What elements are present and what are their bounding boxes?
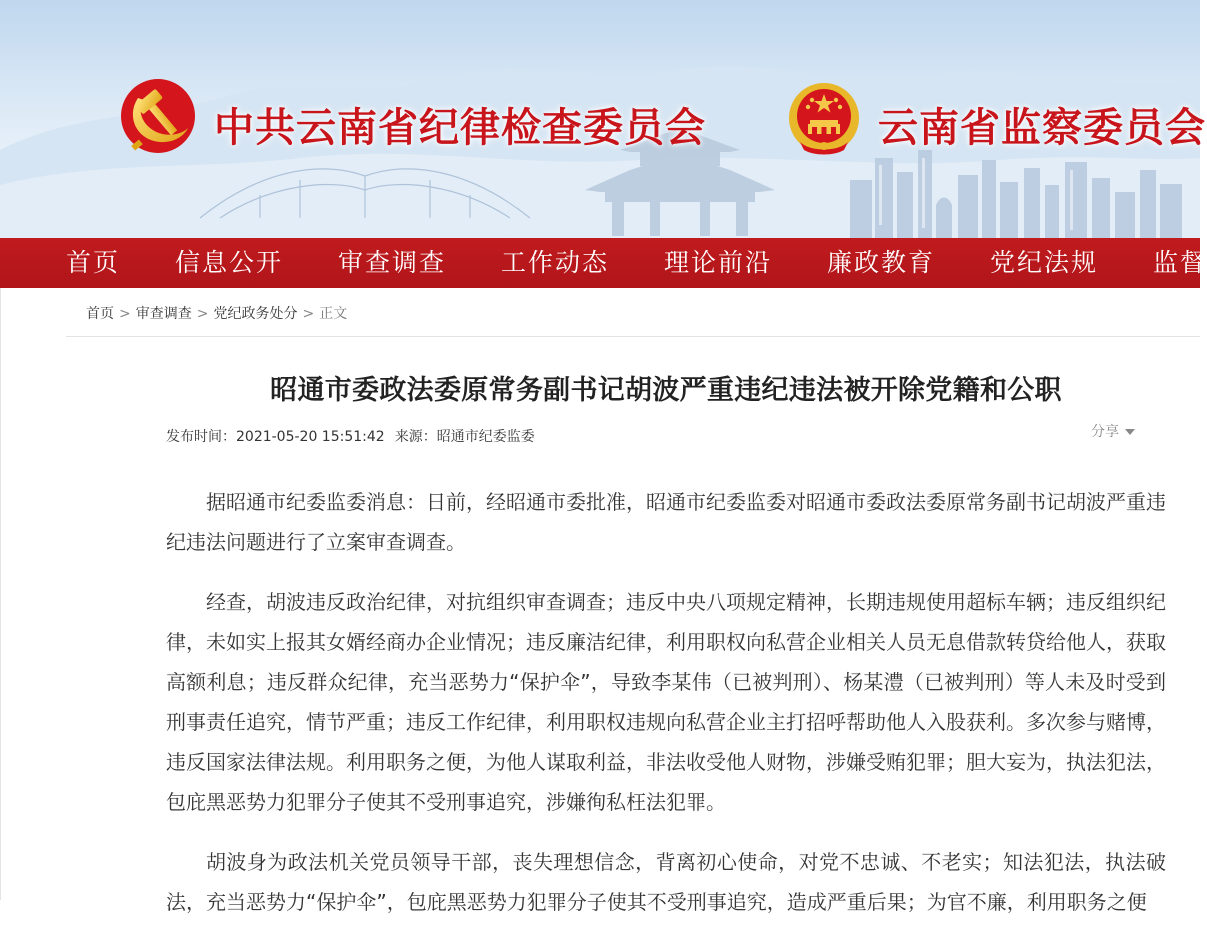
breadcrumb-current: 正文: [319, 306, 348, 322]
breadcrumb-separator: >: [119, 306, 131, 322]
nav-item-supervision[interactable]: 监督: [1153, 248, 1207, 277]
breadcrumb-separator: >: [302, 306, 315, 322]
breadcrumb: [86, 303, 347, 323]
article-paragraph: 据昭通市纪委监委消息：日前，经昭通市委批准，昭通市纪委监委对昭通市委政法委原常务副书记胡波严重违纪违法问题进行了立案审查调查。: [166, 490, 1166, 554]
publish-time: 发布时间：2021-05-20 15:51:42: [166, 429, 385, 445]
breadcrumb-review[interactable]: 审查调查: [135, 306, 192, 322]
article-source: 来源：昭通市纪委监委: [394, 429, 535, 445]
breadcrumb-home[interactable]: 首页: [86, 306, 114, 322]
main-nav: [0, 238, 1207, 288]
site-banner: [0, 0, 1206, 238]
article-meta: [166, 426, 545, 446]
share-button[interactable]: [1091, 421, 1135, 441]
caret-down-icon: [1125, 429, 1135, 435]
nav-item-home[interactable]: 首页: [66, 248, 121, 277]
supervision-commission-title: 云南省监察委员会: [878, 105, 1206, 151]
article-body: [166, 482, 1166, 942]
nav-item-work-news[interactable]: 工作动态: [501, 248, 610, 277]
breadcrumb-discipline[interactable]: 党纪政务处分: [213, 306, 298, 322]
breadcrumb-separator: >: [196, 306, 209, 322]
article-title: 昭通市委政法委原常务副书记胡波严重违纪违法被开除党籍和公职: [270, 375, 1062, 406]
article-paragraph: 经查，胡波违反政治纪律，对抗组织审查调查；违反中央八项规定精神，长期违规使用超标车辆；违反组织纪律，未如实上报其女婿经商办企业情况；违反廉洁纪律，利用职权向私营企业相关人员无息借款转贷给他人，获取高额利息；违反群众纪律，充当恶势力“保护伞”，导致李某伟（已被判刑）、杨某澧（已被判刑）等人未及时受到刑事责任追究，情节严重；违反工作纪律，利用职权违规向私营企业主打招呼帮助他人入股获利。多次参与赌博，违反国家法律法规。利用职务之便，为他人谋取利益，非法收受他人财物，涉嫌受贿犯罪；胆大妄为，执法犯法，包庇黑恶势力犯罪分子使其不受刑事追究，涉嫌徇私枉法犯罪。: [166, 590, 1166, 814]
national-emblem-icon: [786, 80, 862, 158]
article-paragraph: 胡波身为政法机关党员领导干部，丧失理想信念，背离初心使命，对党不忠诚、不老实；知法犯法，执法破法，充当恶势力“保护伞”，包庇黑恶势力犯罪分子使其不受刑事追究，造成严重后果；为官不廉，利用职务之便: [166, 850, 1166, 914]
hammer-sickle-icon: [118, 76, 198, 156]
nav-item-theory[interactable]: 理论前沿: [664, 248, 773, 277]
nav-item-info-public[interactable]: 信息公开: [175, 248, 284, 277]
share-label: 分享: [1091, 424, 1119, 440]
nav-item-regulations[interactable]: 党纪法规: [990, 248, 1099, 277]
nav-item-integrity[interactable]: 廉政教育: [827, 248, 936, 277]
party-commission-title: 中共云南省纪律检查委员会: [214, 105, 706, 151]
breadcrumb-divider: [66, 336, 1200, 337]
nav-item-review[interactable]: 审查调查: [338, 248, 447, 277]
